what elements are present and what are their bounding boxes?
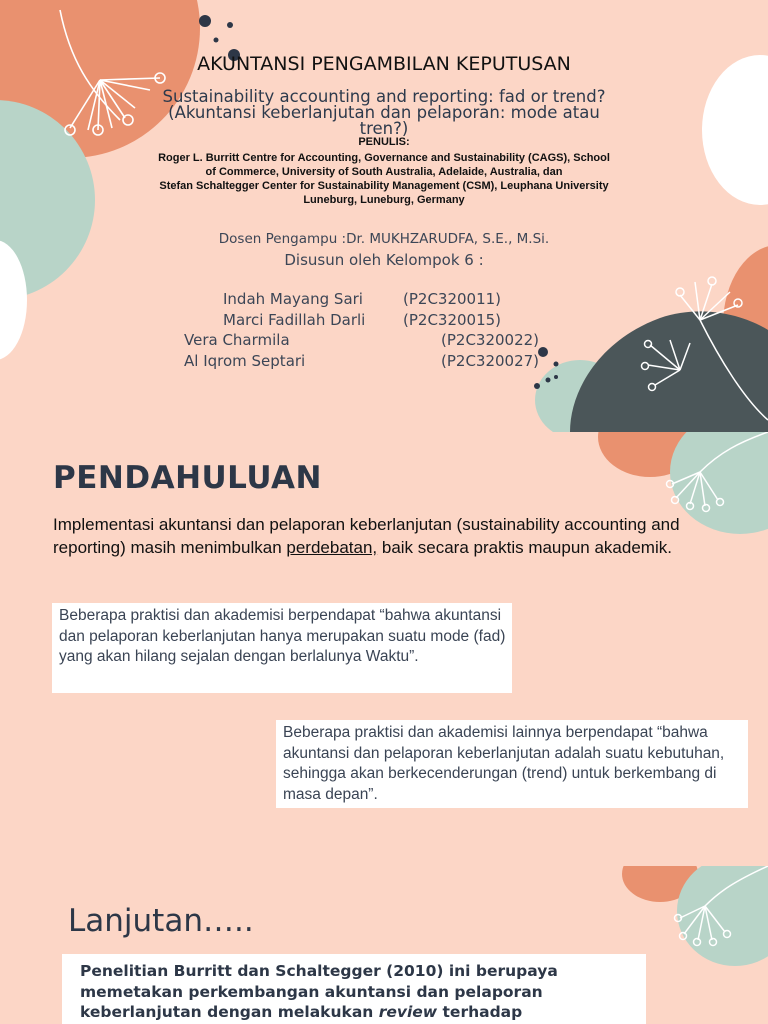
lanjutan-slide (0, 866, 768, 1024)
opinion-box-fad: Beberapa praktisi dan akademisi berpendapat “bahwa akuntansi dan pelaporan keberlanjutan hanya merupakan suatu mode (fad) yang akan hilang sejalan dengan berlalunya Waktu”. (52, 603, 512, 693)
intro-text-end: baik secara praktis maupun akademik. (377, 538, 672, 557)
summary-italic: review (378, 1003, 438, 1021)
affiliation-line: Luneburg, Luneburg, Germany (303, 194, 465, 206)
slide-title: AKUNTANSI PENGAMBILAN KEPUTUSAN (197, 53, 571, 75)
title-slide (0, 0, 768, 432)
summary-text-end: terhadap (437, 1003, 523, 1021)
lecturer-line: Dosen Pengampu :Dr. MUKHZARUDFA, S.E., M.Si. (218, 231, 550, 247)
subtitle-line-2: (Akuntansi keberlanjutan dan pelaporan: mode atau (168, 103, 600, 122)
slate-blob (570, 311, 768, 432)
author-affiliations (0, 151, 768, 207)
opinion-box-trend: Beberapa praktisi dan akademisi lainnya berpendapat “bahwa akuntansi dan pelaporan keberlanjutan adalah suatu kebutuhan, sehingga akan berkecenderungan (trend) untuk berkembang di masa depan”. (276, 720, 748, 808)
member-name: Indah Mayang Sari (223, 290, 363, 308)
member-name: Vera Charmila (184, 331, 290, 349)
perdebatan-link[interactable]: perdebatan, (286, 538, 378, 557)
member-nim: (P2C320022) (441, 331, 540, 349)
subtitle-line-3: tren?) (359, 119, 409, 138)
intro-text: Implementasi akuntansi dan pelaporan keberlanjutan (sustainability accounting and reporting) masih menimbulkan (53, 515, 680, 557)
pendahuluan-slide (0, 432, 768, 866)
member-nim: (P2C320011) (403, 290, 502, 308)
group-line: Disusun oleh Kelompok 6 : (284, 251, 484, 269)
summary-text: Penelitian Burritt dan Schaltegger (2010) ini berupaya memetakan perkembangan akuntansi dan pelaporan keberlanjutan dengan melakukan (80, 962, 558, 1021)
section-heading: PENDAHULUAN (53, 460, 322, 496)
member-nim: (P2C320027) (441, 352, 540, 370)
affiliation-line: Roger L. Burritt Centre for Accounting, Governance and Sustainability (CAGS), School (158, 152, 610, 164)
paper-subtitle (0, 89, 768, 137)
intro-paragraph (53, 513, 693, 559)
member-name: Marci Fadillah Darli (223, 311, 366, 329)
affiliation-line: of Commerce, University of South Australia, Adelaide, Australia, dan (205, 166, 563, 178)
penulis-label: PENULIS: (358, 136, 410, 148)
section-heading: Lanjutan….. (68, 903, 254, 939)
sage-blob (677, 866, 768, 966)
research-summary-box (62, 954, 646, 1024)
subtitle-line-1: Sustainability accounting and reporting: fad or trend? (162, 87, 606, 106)
member-name: Al Iqrom Septari (184, 352, 306, 370)
affiliation-line: Stefan Schaltegger Center for Sustainability Management (CSM), Leuphana University (159, 180, 609, 192)
member-nim: (P2C320015) (403, 311, 502, 329)
